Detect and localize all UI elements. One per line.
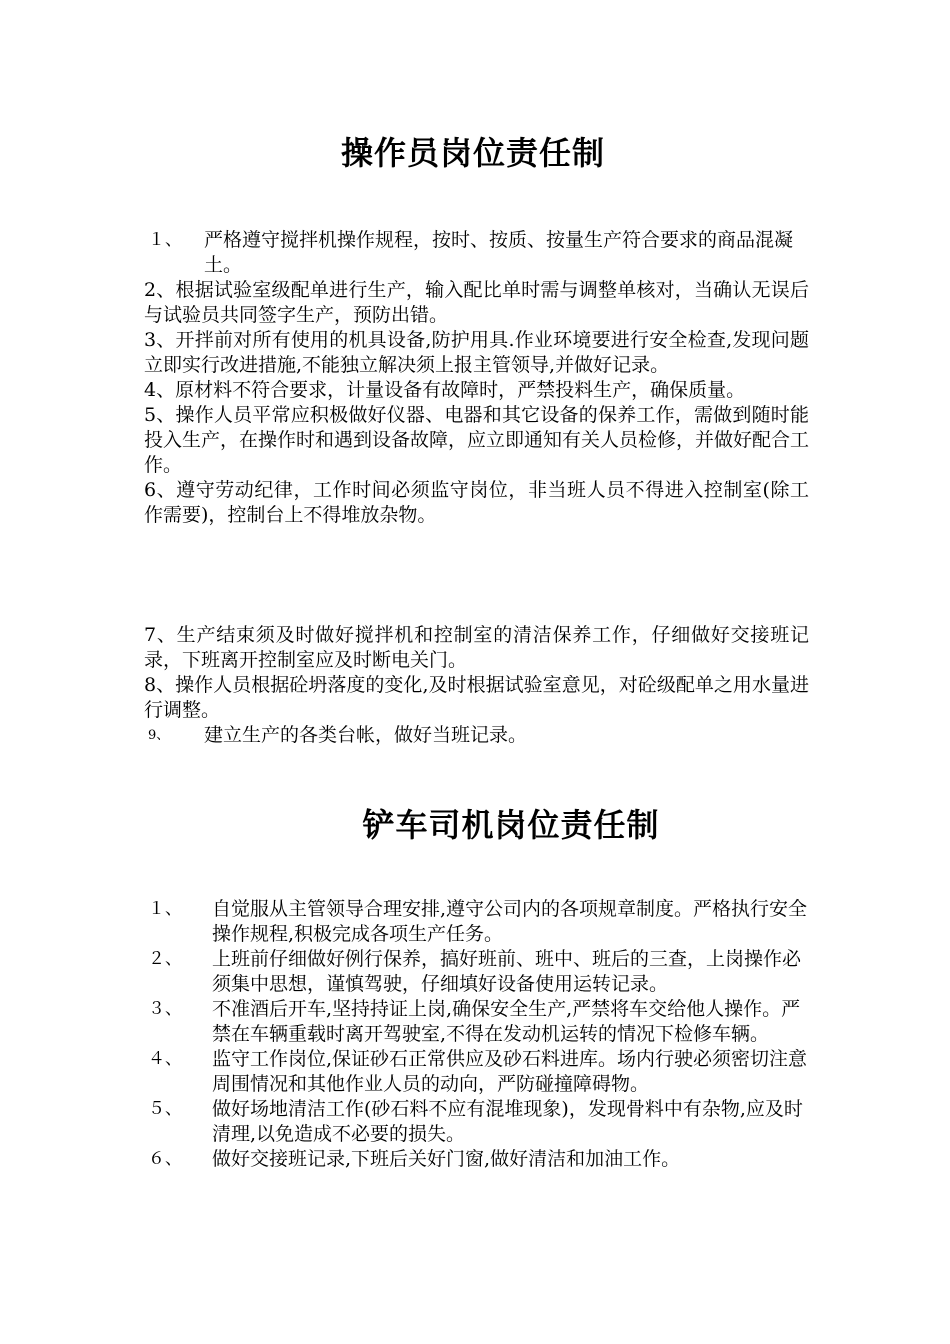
item-text: 做好交接班记录,下班后关好门窗,做好清洁和加油工作。 (212, 1148, 681, 1170)
item-number: ４、 (148, 1049, 182, 1069)
item-text: 做好场地清洁工作(砂石料不应有混堆现象)，发现骨料中有杂物,应及时清理,以免造成不必要的损失。 (212, 1098, 803, 1145)
list-item (144, 228, 809, 278)
section1-list-part1 (144, 228, 809, 528)
section1-title: 操作员岗位责任制 (340, 134, 605, 172)
item-number: ５、 (148, 1099, 182, 1119)
list-item: 4、原材料不符合要求，计量设备有故障时，严禁投料生产，确保质量。 (144, 379, 746, 401)
item-number: ６、 (148, 1149, 182, 1169)
item-text: 上班前仔细做好例行保养，搞好班前、班中、班后的三查，上岗操作必须集中思想，谨慎驾驶，仔细填好设备使用运转记录。 (212, 948, 802, 995)
section2-list (148, 897, 812, 1172)
list-item (148, 947, 812, 997)
list-item (148, 1147, 812, 1172)
item-number: 9、 (148, 728, 170, 743)
item-number: １、 (148, 230, 182, 250)
list-item: 6、遵守劳动纪律，工作时间必须监守岗位，非当班人员不得进入控制室(除工作需要)，控制台上不得堆放杂物。 (144, 479, 809, 526)
list-item: 5、操作人员平常应积极做好仪器、电器和其它设备的保养工作，需做到随时能投入生产，在操作时和遇到设备故障，应立即通知有关人员检修，并做好配合工作。 (144, 404, 810, 476)
list-item: 2、根据试验室级配单进行生产，输入配比单时需与调整单核对，当确认无误后与试验员共同签字生产，预防出错。 (144, 279, 809, 326)
list-item: 7、生产结束须及时做好搅拌机和控制室的清洁保养工作，仔细做好交接班记录，下班离开控制室应及时断电关门。 (144, 624, 809, 671)
item-text: 严格遵守搅拌机操作规程，按时、按质、按量生产符合要求的商品混凝土。 (204, 229, 794, 276)
list-item (148, 1047, 812, 1097)
item-text: 建立生产的各类台帐，做好当班记录。 (204, 724, 528, 746)
item-text: 监守工作岗位,保证砂石正常供应及砂石料进库。场内行驶必须密切注意周围情况和其他作业人员的动向，严防碰撞障碍物。 (212, 1048, 808, 1095)
list-item (144, 723, 809, 748)
list-item (148, 997, 812, 1047)
item-text: 不准酒后开车,坚持持证上岗,确保安全生产,严禁将车交给他人操作。严禁在车辆重载时离开驾驶室,不得在发动机运转的情况下检修车辆。 (212, 998, 801, 1045)
item-text: 自觉服从主管领导合理安排,遵守公司内的各项规章制度。严格执行安全操作规程,积极完成各项生产任务。 (212, 898, 808, 945)
list-item (148, 1097, 812, 1147)
list-item: 8、操作人员根据砼坍落度的变化,及时根据试验室意见，对砼级配单之用水量进行调整。 (144, 674, 809, 721)
section2-title: 铲车司机岗位责任制 (362, 806, 660, 844)
item-number: ２、 (148, 949, 182, 969)
item-number: １、 (148, 899, 182, 919)
section1-list-part2 (144, 623, 809, 748)
list-item: 3、开拌前对所有使用的机具设备,防护用具.作业环境要进行安全检查,发现问题立即实行改进措施,不能独立解决须上报主管领导,并做好记录。 (144, 329, 809, 376)
list-item (148, 897, 812, 947)
item-number: ３、 (148, 999, 182, 1019)
